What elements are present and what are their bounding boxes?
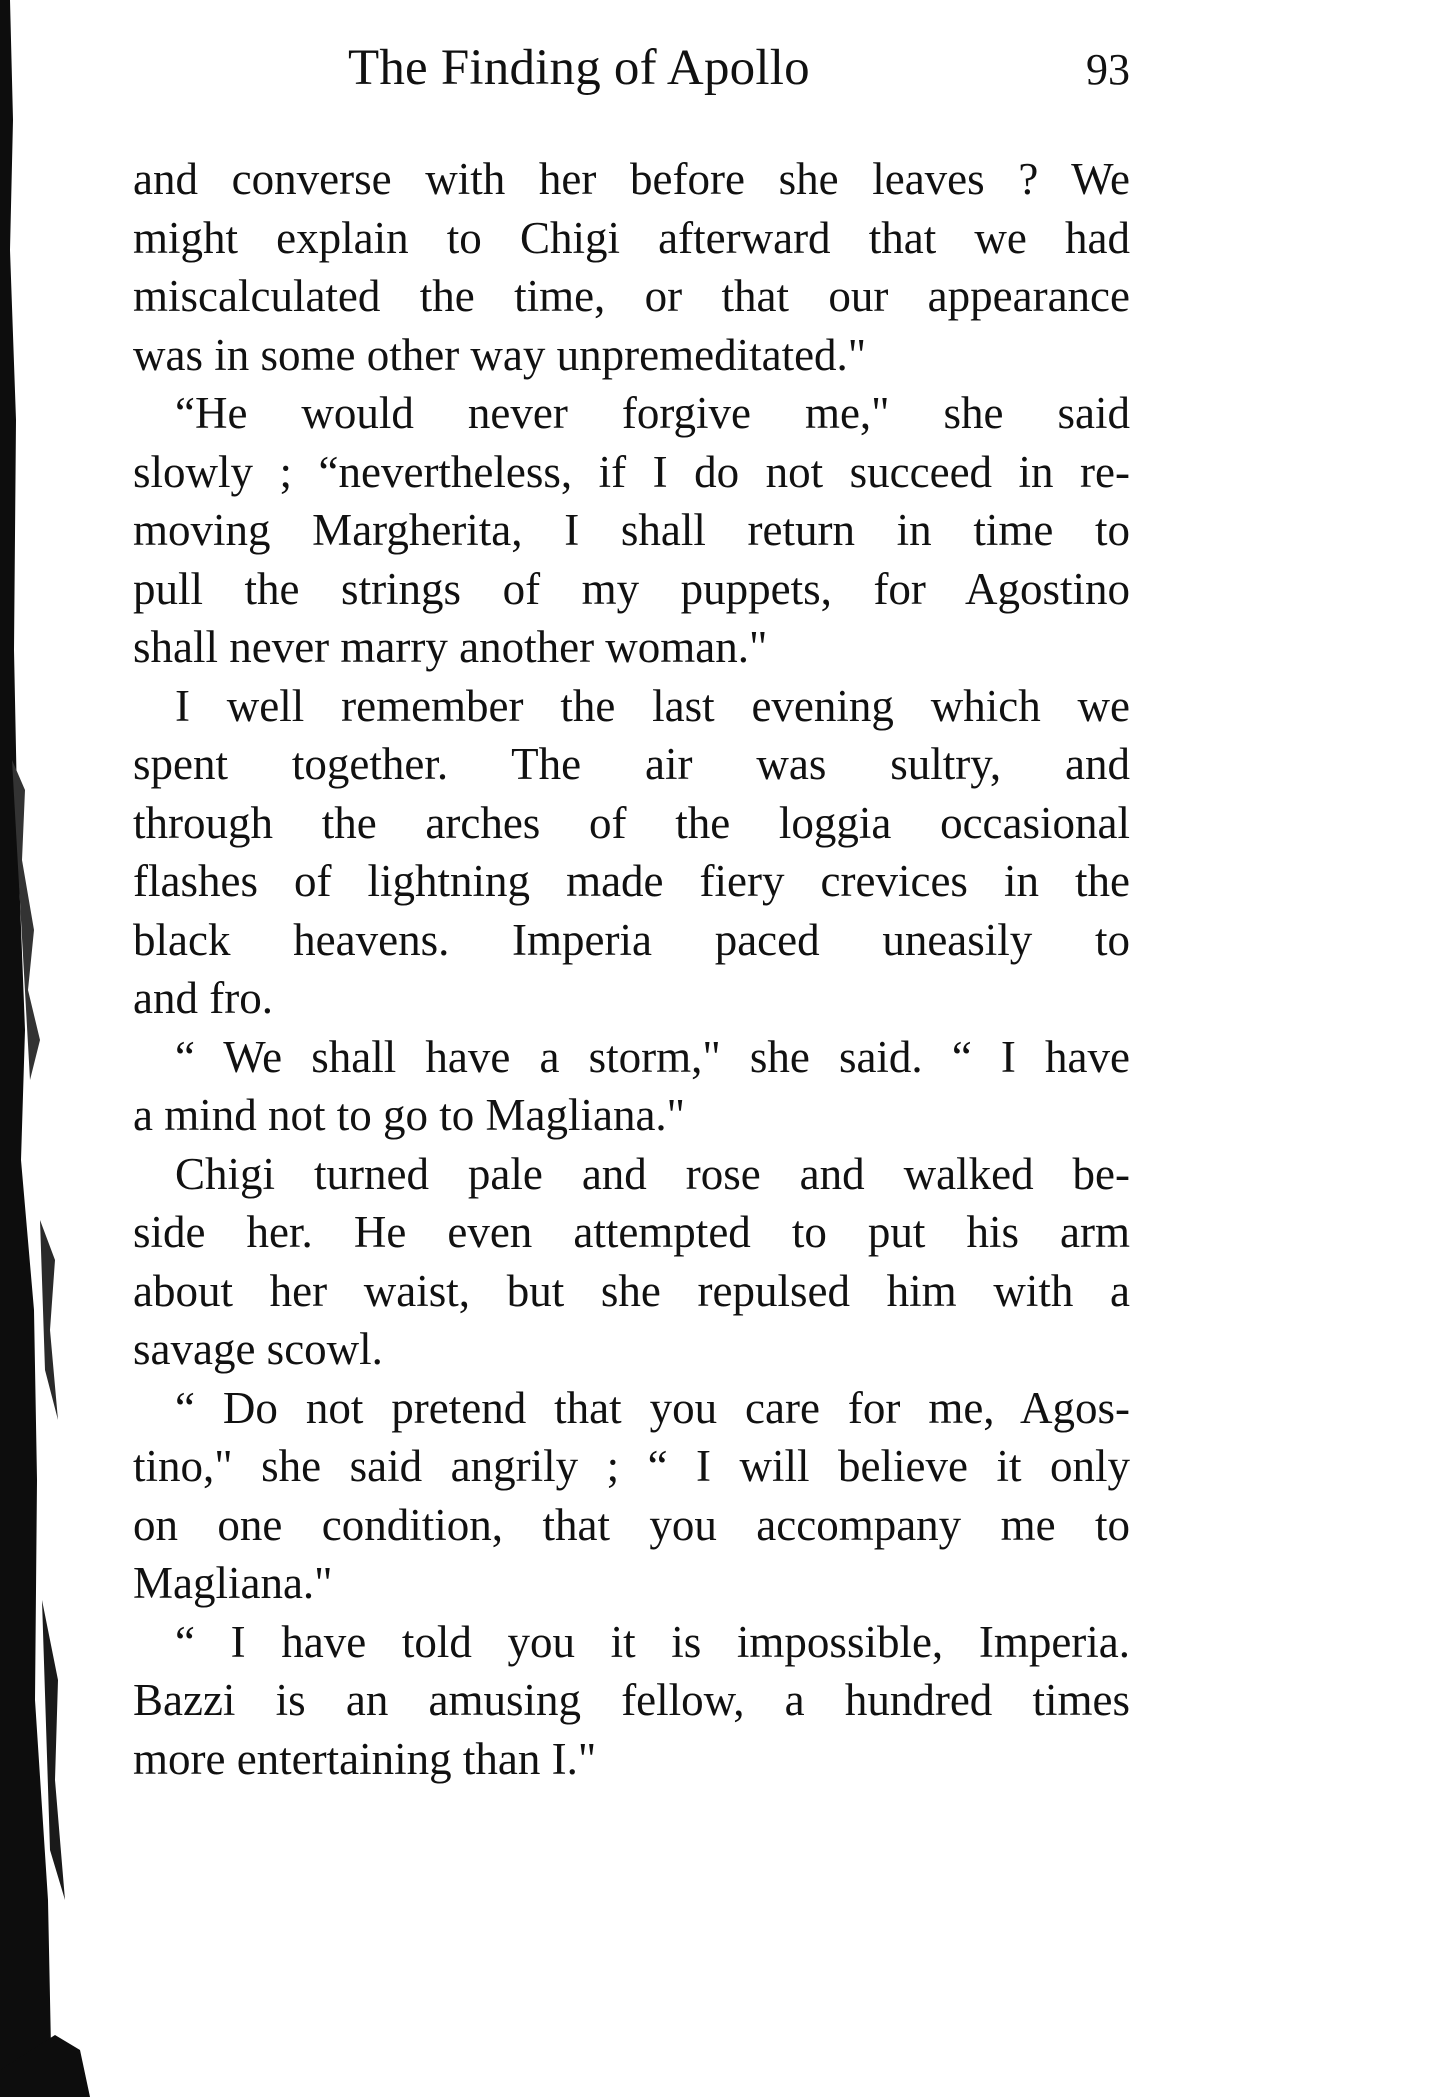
running-title: The Finding of Apollo <box>348 40 810 96</box>
text-line: savage scowl. <box>133 1324 383 1374</box>
text-line: and converse with her before she leaves ? We <box>133 154 1130 204</box>
text-line: a mind not to go to Magliana." <box>133 1090 686 1140</box>
text-line: miscalculated the time, or that our appearance <box>133 271 1130 321</box>
text-line: was in some other way unpremeditated." <box>133 329 867 380</box>
text-line: “ Do not pretend that you care for me, Agos- <box>175 1382 1130 1433</box>
text-line: moving Margherita, I shall return in time to <box>133 505 1130 555</box>
text-line: flashes of lightning made fiery crevices in the <box>133 856 1130 906</box>
text-line: slowly ; “nevertheless, if I do not succeed in re- <box>133 446 1130 497</box>
text-line: Magliana." <box>133 1558 333 1608</box>
text-line: Bazzi is an amusing fellow, a hundred times <box>133 1675 1130 1725</box>
text-lines <box>133 150 1130 1788</box>
text-line: shall never marry another woman." <box>133 622 768 672</box>
text-line: through the arches of the loggia occasional <box>133 797 1130 848</box>
text-line: black heavens. Imperia paced uneasily to <box>133 914 1130 965</box>
text-line: might explain to Chigi afterward that we had <box>133 212 1130 263</box>
text-line: more entertaining than I." <box>133 1733 597 1784</box>
text-line: “ We shall have a storm," she said. “ I have <box>175 1031 1130 1082</box>
text-line: spent together. The air was sultry, and <box>133 739 1130 789</box>
text-line: I well remember the last evening which we <box>175 680 1130 731</box>
text-line: about her waist, but she repulsed him with a <box>133 1265 1130 1316</box>
text-line: “He would never forgive me," she said <box>175 388 1130 438</box>
body-text <box>133 150 1130 1788</box>
text-line: side her. He even attempted to put his arm <box>133 1207 1130 1257</box>
text-line: on one condition, that you accompany me to <box>133 1499 1130 1550</box>
text-line: pull the strings of my puppets, for Agostino <box>133 563 1130 614</box>
text-line: tino," she said angrily ; “ I will believe it only <box>133 1441 1130 1491</box>
text-line: Chigi turned pale and rose and walked be- <box>175 1148 1130 1199</box>
text-line: and fro. <box>133 973 273 1023</box>
page-number: 93 <box>1086 45 1130 94</box>
running-head <box>130 28 1130 108</box>
text-line: “ I have told you it is impossible, Imperia. <box>175 1616 1130 1667</box>
